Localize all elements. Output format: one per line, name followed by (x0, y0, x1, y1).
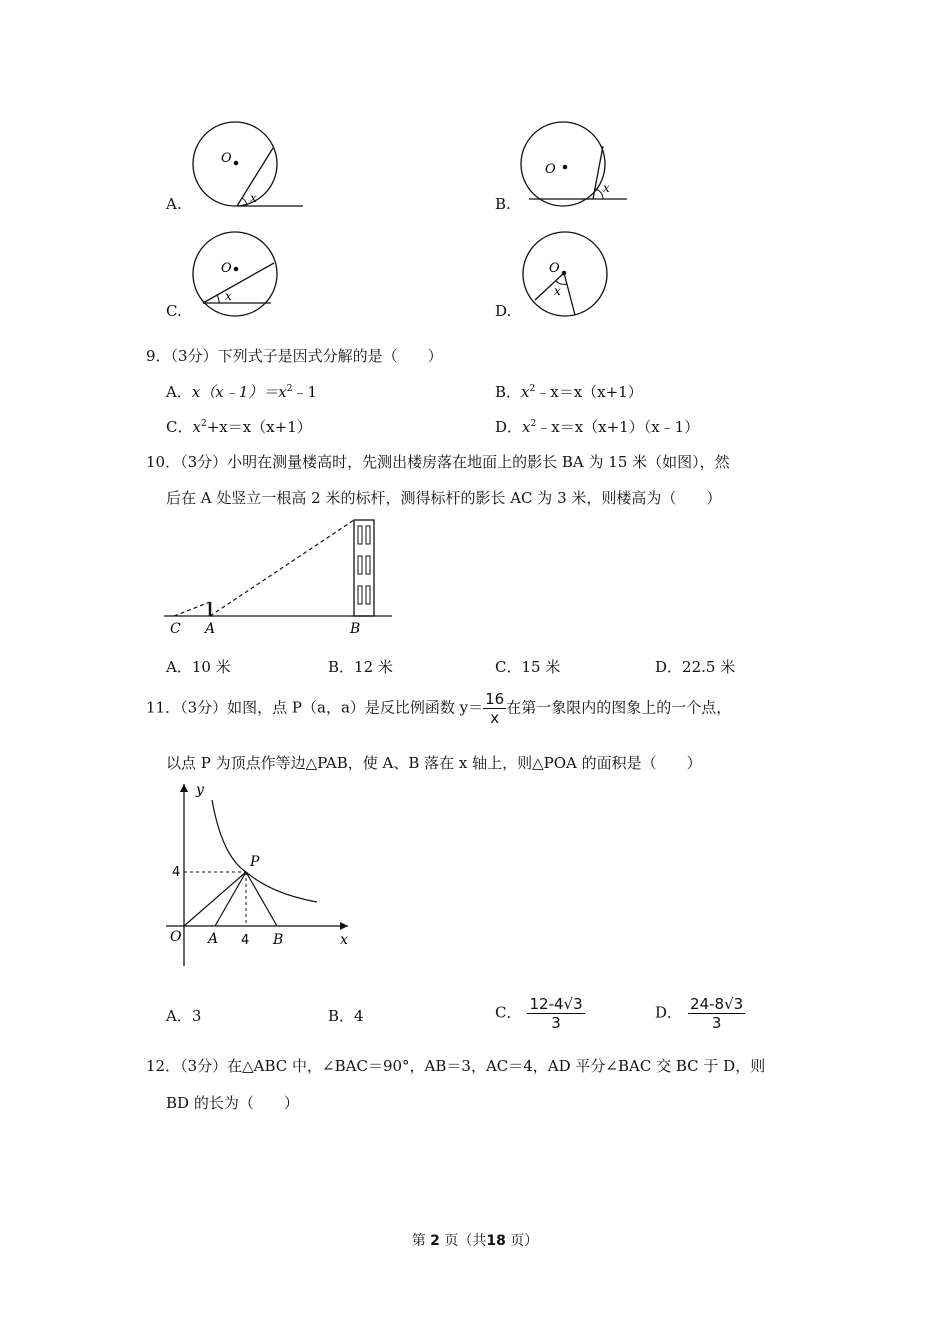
label-a: A (205, 621, 216, 637)
q8-option-b-label: B. (495, 195, 511, 213)
label-four-y: 4 (172, 865, 181, 880)
building (354, 520, 374, 616)
q8-option-a-label: A. (166, 195, 182, 213)
q8-c-angle-label: x (225, 289, 232, 303)
label-a: A (208, 931, 219, 947)
q8-d-center-label: O (549, 261, 560, 276)
label-x: x (340, 932, 348, 948)
q10-option-c: C．15 米 (495, 658, 561, 676)
q12-line2: BD 的长为（ ） (166, 1094, 299, 1112)
q8-figure-c (185, 228, 285, 323)
q11-fraction: $\frac{16}{x}$ (485, 690, 505, 727)
q9-stem-text: 下列式子是因式分解的是（ ） (217, 347, 443, 365)
q10-option-a: A．10 米 (166, 658, 231, 676)
q8-d-angle-label: x (554, 284, 561, 298)
label-p: P (250, 854, 260, 870)
q8-c-center-label: O (221, 261, 232, 276)
q8-figure-d (515, 228, 615, 323)
q9-stem (146, 345, 443, 366)
q10-line1: 10．（3分）小明在测量楼高时，先测出楼房落在地面上的影长 BA 为 15 米（如图），然 (146, 453, 730, 471)
q9-option-b: B．$x^2﹣x=x(x+1)$ (495, 383, 643, 401)
label-four-x: 4 (241, 933, 250, 948)
label-c: C (170, 621, 181, 637)
q10-number: 10． (146, 453, 181, 471)
hyperbola (212, 800, 317, 902)
label-o: O (170, 929, 182, 945)
q8-option-d-label: D. (495, 302, 512, 320)
page-number: 2 (430, 1233, 440, 1249)
label-b: B (350, 621, 361, 637)
q8-option-c-label: C. (166, 302, 182, 320)
q8-b-center-label: O (545, 162, 556, 177)
q12-score: （3分） (180, 1057, 228, 1075)
q11-line1: 11．（3分）如图，点 P（a，a）是反比例函数 y＝ $\frac{16}{x}$ 在第一象限内的图象上的一个点， (146, 690, 732, 727)
label-y: y (196, 782, 204, 798)
q10-option-b: B．12 米 (328, 658, 393, 676)
q10-score: （3分） (180, 453, 228, 471)
q9-option-d: D．$x^2﹣x=x(x+1)(x﹣1)$ (495, 418, 700, 436)
q9-number: 9． (146, 347, 171, 365)
label-b: B (273, 932, 284, 948)
q8-a-angle-label: x (250, 191, 257, 205)
building-shadow-ray (210, 520, 354, 616)
q11-option-d: D． $\frac{24-8√3}{3}$ (655, 995, 744, 1032)
q10-option-d: D．22.5 米 (655, 658, 736, 676)
q11-number: 11． (146, 698, 181, 717)
q11-option-c: C． $\frac{12-4√3}{3}$ (495, 995, 583, 1032)
q10-figure (160, 512, 400, 642)
q11-option-a: A．3 (166, 1007, 202, 1025)
q11-option-b: B．4 (328, 1007, 364, 1025)
pole-shadow-ray (174, 602, 210, 616)
page-footer: 第 2 页（共18 页） (411, 1233, 539, 1249)
q11-score: （3分） (180, 698, 228, 717)
q8-figure-b (515, 120, 635, 215)
page-total: 18 (486, 1233, 506, 1249)
q12-line1: 12．（3分）在△ABC 中，∠BAC＝90°，AB＝3，AC＝4，AD 平分∠BAC 交 BC 于 D，则 (146, 1057, 766, 1075)
q12-number: 12． (146, 1057, 181, 1075)
q9-option-a: A．$x(x﹣1)=x^2﹣1$ (166, 383, 318, 401)
q8-figure-a (185, 120, 310, 215)
q8-b-angle-label: x (603, 181, 610, 195)
q8-a-center-label: O (221, 151, 232, 166)
q9-option-c: C．$x^2+x=x(x+1)$ (166, 418, 312, 436)
q11-line2: 以点 P 为顶点作等边△PAB，使 A、B 落在 x 轴上，则△POA 的面积是（ ） (166, 754, 702, 772)
q10-line2: 后在 A 处竖立一根高 2 米的标杆，测得标杆的影长 AC 为 3 米，则楼高为（ ） (166, 489, 722, 507)
q11-figure (160, 778, 360, 970)
q9-score: （3分） (170, 347, 218, 365)
